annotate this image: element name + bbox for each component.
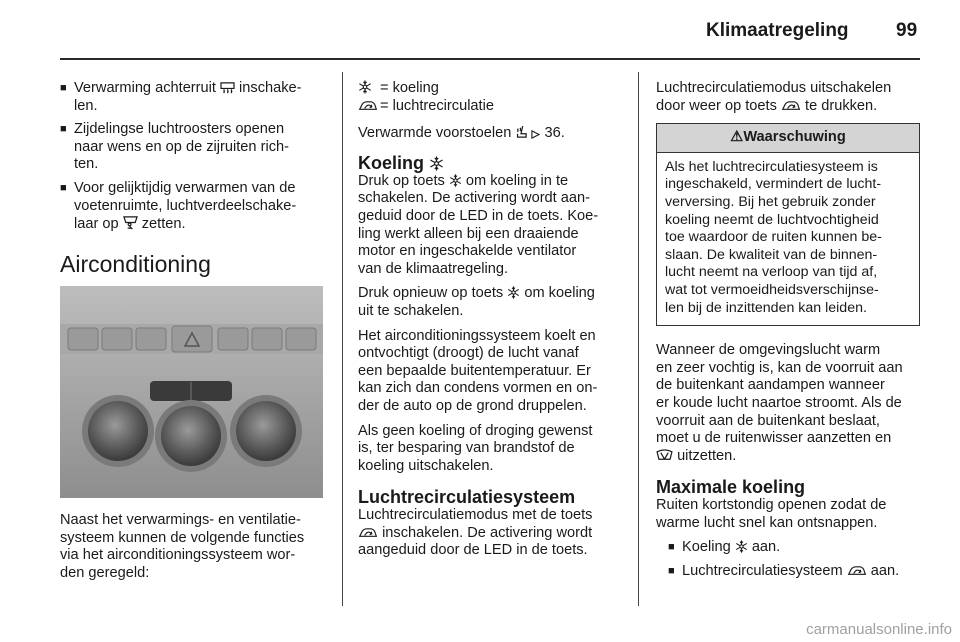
- header-rule: [60, 58, 920, 60]
- recirculation-icon: [358, 527, 378, 539]
- recirculation-icon: [847, 565, 867, 577]
- list-item: ■ Verwarming achterruit inschake- len.: [60, 80, 328, 115]
- rear-window-heat-icon: [220, 81, 235, 94]
- column-2: = koeling = luchtrecirculatie Verwarmde voorstoelen 36. Koeling Druk op toets om koeling in te schakelen. De activering wordt aan- geduid door de LED in de toets. Koe- ling werkt alleen bij een draaiende motor en ingeschakelde ventilator van de klimaatregeling. Druk opnieuw op toets om koeling uit te schakelen. Het airconditioningssysteem koelt en ontvochtigt (droogt) de lucht vanaf een bepaalde buitentemperatuur. Er kan zich dan condens vormen en on- der de auto op de grond druppelen. Als geen koeling of droging gewenst is, ter besparing van brandstof de koeling uitschakelen. Luchtrecirculatiesysteem Luchtrecirculatiemodus met de toets inschakelen. De activering wordt aangeduid door de LED in de toets.: [358, 80, 624, 567]
- page-ref-triangle-icon: [531, 130, 540, 139]
- snowflake-icon: [507, 286, 520, 299]
- snowflake-icon: [429, 156, 444, 171]
- column-3: Luchtrecirculatiemodus uitschakelen door weer op toets te drukken. ⚠Waarschuwing Als het luchtrecirculatiesysteem is ingeschakeld, vermindert de lucht- verversing. Bij het gebruik zonder koeling neemt de luchtvochtigheid toe waardoor de ruiten kunnen be- slaan. De kwaliteit van de binnen- lucht neemt na verloop van tijd af, wat tot vermoeidheidsverschijnse- len bij de inzittenden kan leiden. Wanneer de omgevingslucht warm en zeer vochtig is, kan de voorruit aan de buitenkant aandampen wanneer er koude lucht naartoe stroomt. Als de voorruit aan de buitenkant beslaat, moet u de ruitenwisser aanzetten en uitzetten. Maximale koeling Ruiten kortstondig openen zodat de warme lucht snel kan ontsnappen. ■ Koeling aan. ■ Luchtrecirculatiesysteem aan.: [656, 80, 920, 587]
- list-item: ■ Voor gelijktijdig verwarmen van de voetenruimte, luchtverdeelschake- laar op zetten.: [60, 180, 328, 234]
- section-heading: Koeling: [358, 152, 424, 173]
- list-item: ■ Zijdelingse luchtroosters openen naar wens en op de zijruiten rich- ten.: [60, 121, 328, 174]
- windshield-wiper-icon: [656, 449, 673, 462]
- list-item: ■ Luchtrecirculatiesysteem aan.: [668, 563, 920, 581]
- snowflake-icon: [735, 540, 748, 553]
- page-title: Klimaatregeling: [706, 20, 849, 41]
- page-number: 99: [896, 20, 918, 41]
- intro-paragraph: Naast het verwarmings- en ventilatie- systeem kunnen de volgende functies via het airconditioningssysteem wor- den geregeld:: [60, 512, 305, 581]
- section-heading: Maximale koeling: [656, 477, 806, 498]
- warning-title: Waarschuwing: [743, 129, 846, 146]
- column-1: [60, 80, 328, 277]
- snowflake-icon: [449, 174, 462, 187]
- warning-body: Als het luchtrecirculatiesysteem is ingeschakeld, vermindert de lucht- verversing. Bij het gebruik zonder koeling neemt de luchtvochtigheid toe waardoor de ruiten kunnen be- slaan. De kwaliteit van de binnen- lucht neemt na verloop van tijd af, wat tot vermoeidheidsverschijnse- len bij de inzittenden kan leiden.: [665, 158, 882, 316]
- snowflake-icon: [358, 80, 372, 94]
- section-heading: Airconditioning: [60, 250, 211, 277]
- seat-heat-icon: [515, 125, 527, 139]
- list-item: ■ Koeling aan.: [668, 539, 920, 557]
- recirculation-icon: [781, 100, 801, 112]
- section-heading: Luchtrecirculatiesysteem: [358, 487, 576, 508]
- column-divider: [638, 72, 639, 606]
- climate-control-panel-photo: [60, 286, 323, 498]
- warning-box: [656, 123, 920, 326]
- footwell-windshield-icon: [123, 215, 138, 230]
- column-divider: [342, 72, 343, 606]
- watermark: carmanualsonline.info: [806, 621, 952, 638]
- recirculation-icon: [358, 100, 378, 112]
- warning-triangle-icon: ⚠: [730, 129, 744, 146]
